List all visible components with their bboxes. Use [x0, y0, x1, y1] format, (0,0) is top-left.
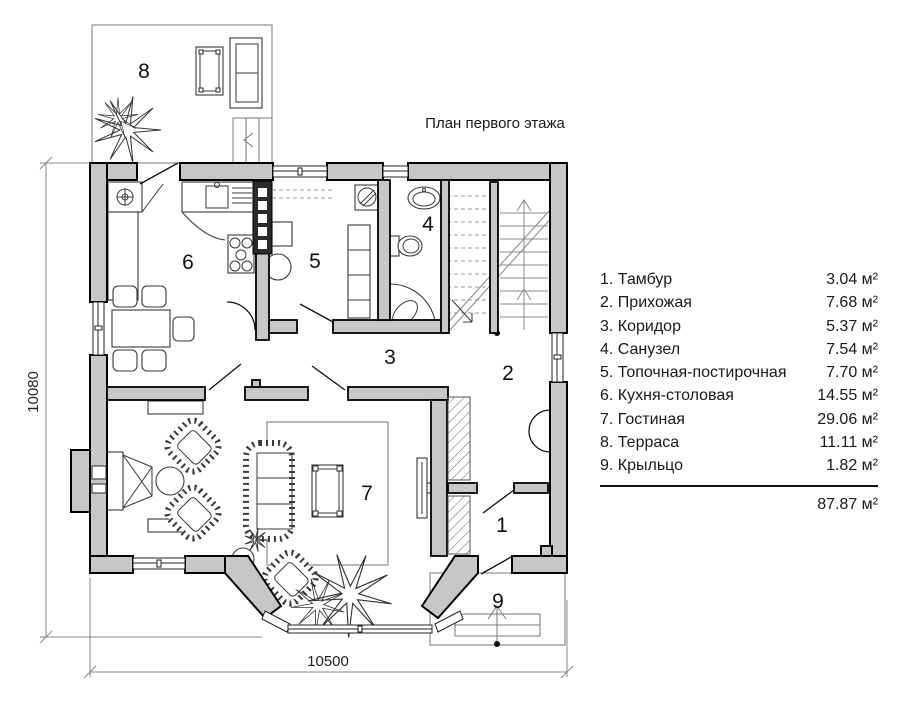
legend-row-3 [600, 315, 878, 338]
legend-room-area: 5.37 м² [826, 317, 878, 335]
chimney-flue-2 [92, 484, 106, 493]
room-label-6: 6 [182, 251, 194, 274]
plan-title: План первого этажа [425, 115, 565, 132]
sofa [246, 443, 292, 539]
room-label-7: 7 [361, 482, 373, 505]
legend-room-area: 7.54 м² [826, 340, 878, 358]
legend [600, 268, 878, 514]
terrace-door [140, 163, 178, 184]
legend-row-4 [600, 338, 878, 361]
legend-row-2 [600, 291, 878, 314]
room-label-3: 3 [384, 346, 396, 369]
room-label-1: 1 [496, 514, 508, 537]
legend-room-name: 3. Коридор [600, 317, 681, 335]
chimney-bump [71, 450, 90, 512]
terrace [91, 25, 272, 164]
terrace-bench [230, 38, 262, 108]
kitchen-door-arc [227, 302, 255, 330]
kitchen-furniture [108, 182, 256, 371]
legend-row-6 [600, 384, 878, 407]
legend-room-area: 1.82 м² [826, 457, 878, 475]
sideboard-top [148, 401, 203, 414]
fan-cabinet [108, 182, 163, 212]
legend-room-area: 29.06 м² [817, 410, 878, 428]
coffee-table [312, 465, 343, 517]
entrance-door [481, 556, 513, 574]
legend-room-area: 7.68 м² [826, 294, 878, 312]
living-room-door-2 [312, 366, 345, 390]
legend-row-7 [600, 408, 878, 431]
boiler-room-fixtures [265, 185, 380, 318]
legend-row-8 [600, 431, 878, 454]
kitchen-sink-counter [182, 182, 256, 240]
hall-arch [529, 410, 550, 452]
legend-room-name: 7. Гостиная [600, 410, 685, 428]
bathroom-fixtures [388, 187, 440, 330]
room-label-9: 9 [492, 590, 504, 613]
room-label-2: 2 [502, 362, 514, 385]
toilet [390, 236, 422, 256]
legend-room-area: 3.04 м² [826, 271, 878, 288]
legend-room-name: 8. Терраса [600, 434, 680, 452]
flue-block [253, 181, 272, 254]
legend-room-name: 5. Топочная-постирочная [600, 364, 787, 382]
room-label-4: 4 [422, 213, 434, 236]
washing-machine [355, 185, 380, 210]
dim-height-label: 10080 [25, 371, 42, 413]
wardrobe [448, 397, 470, 554]
room-label-5: 5 [309, 250, 321, 273]
dining-table [112, 286, 194, 371]
legend-room-area: 14.55 м² [817, 387, 878, 405]
stove [228, 235, 254, 273]
shelving [348, 225, 370, 318]
living-room-door-1 [209, 364, 241, 390]
chimney-flue-1 [92, 466, 106, 479]
water-heater [272, 222, 292, 246]
legend-room-name: 9. Крыльцо [600, 457, 684, 475]
legend-room-name: 1. Тамбур [600, 271, 673, 288]
fireplace [107, 452, 152, 510]
legend-room-name: 2. Прихожая [600, 294, 692, 312]
total-area: 87.87 м² [817, 495, 878, 513]
legend-room-area: 11.11 м² [819, 434, 878, 452]
legend-row-9 [600, 454, 878, 477]
bathroom-sink [408, 187, 440, 209]
terrace-steps [233, 118, 272, 163]
dim-width-label: 10500 [307, 653, 349, 670]
tambour-door [483, 490, 514, 513]
legend-room-area: 7.70 м² [826, 364, 878, 382]
tv-panel [417, 458, 431, 518]
terrace-table [196, 47, 223, 95]
round-table [156, 467, 184, 495]
room-label-8: 8 [138, 60, 150, 83]
legend-row-1 [600, 268, 878, 291]
stairs [445, 196, 555, 336]
boiler-room-door [300, 304, 333, 322]
legend-room-name: 6. Кухня-столовая [600, 387, 734, 405]
legend-room-name: 4. Санузел [600, 340, 681, 358]
legend-row-5 [600, 361, 878, 384]
